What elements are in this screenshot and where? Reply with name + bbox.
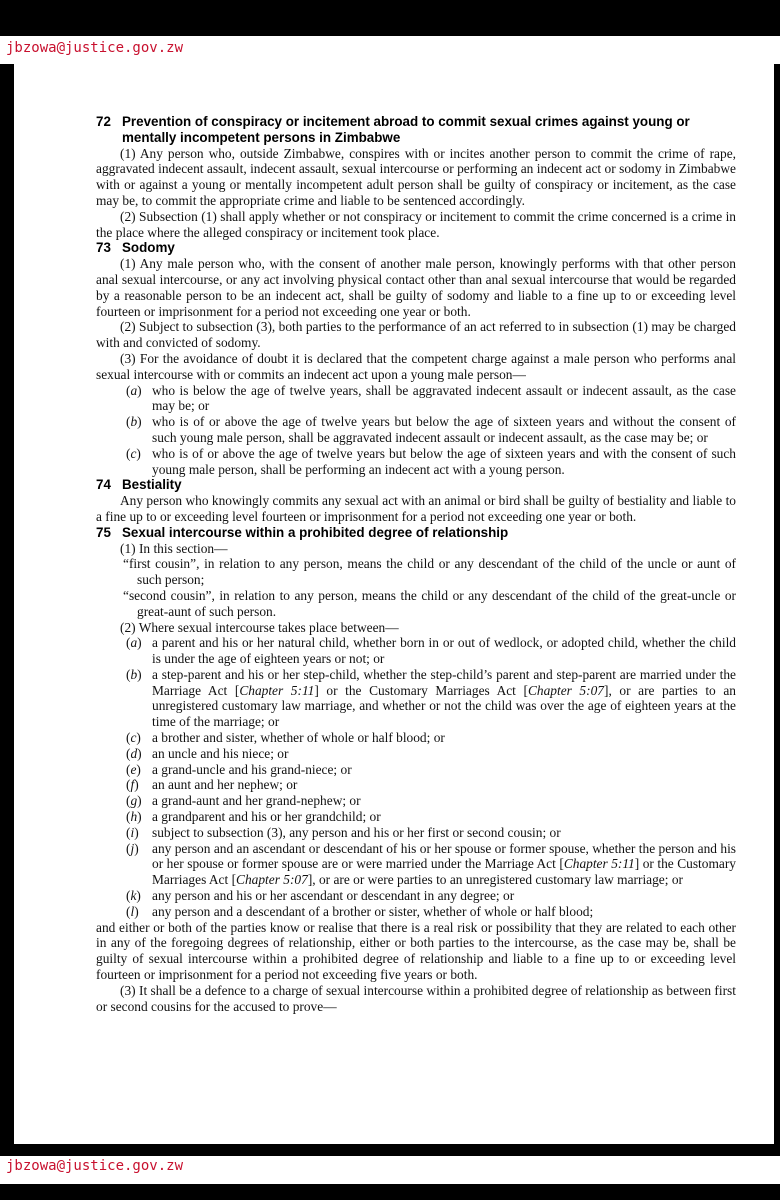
item-text: a grandparent and his or her grandchild; or xyxy=(152,809,381,825)
item-label: ( b ) xyxy=(126,667,152,730)
item-label: ( j ) xyxy=(126,841,152,888)
item-text: a step-parent and his or her step-child, whether the step-child’s parent and step-parent are married under the Marriage Act [Chapter 5:11] or the Customary Marriages Act [Chapter 5:07], or are parties to an unregistered customary law marriage, and whether or not the child was over the age of eighteen years at the time of the marriage; or xyxy=(152,666,736,730)
list-item xyxy=(96,730,736,746)
section-number: 72 xyxy=(96,114,111,129)
item-label: ( c ) xyxy=(126,730,152,746)
chapter-citation: Chapter 5:11 xyxy=(239,682,315,698)
item-label: ( e ) xyxy=(126,762,152,778)
chapter-citation: Chapter 5:07 xyxy=(236,872,308,888)
item-text: an uncle and his niece; or xyxy=(152,745,289,761)
item-label: ( k ) xyxy=(126,888,152,904)
item-label: ( g ) xyxy=(126,793,152,809)
item-text: any person and his or her ascendant or descendant in any degree; or xyxy=(152,888,515,904)
item-label: ( c ) xyxy=(126,446,152,478)
paragraph: (2) Subject to subsection (3), both parties to the performance of an act referred to in subsection (1) may be charged with and convicted of sodomy. xyxy=(96,319,736,351)
list-item xyxy=(96,904,736,920)
list-item xyxy=(96,383,736,415)
list-item xyxy=(96,667,736,730)
chapter-citation: Chapter 5:11 xyxy=(563,856,635,872)
item-text: a parent and his or her natural child, whether born in or out of wedlock, or adopted child, whether the child is under the age of eighteen years or not; or xyxy=(152,635,736,667)
document-page xyxy=(14,64,774,1144)
list-item xyxy=(96,414,736,446)
section-75-heading xyxy=(96,525,736,541)
paragraph: Any person who knowingly commits any sexual act with an animal or bird shall be guilty of bestiality and liable to a fine up to or exceeding level fourteen or imprisonment for a period not exceeding one year or both. xyxy=(96,493,736,524)
item-text: subject to subsection (3), any person and his or her first or second cousin; or xyxy=(152,824,561,840)
list-item xyxy=(96,777,736,793)
item-label: ( d ) xyxy=(126,746,152,762)
paragraph: (3) It shall be a defence to a charge of sexual intercourse within a prohibited degree of relationship as between first or second cousins for the accused to prove— xyxy=(96,982,736,1014)
paragraph: (1) In this section— xyxy=(120,540,228,556)
definition: “first cousin”, in relation to any person, means the child or any descendant of the child of the uncle or aunt of such person; xyxy=(123,556,736,588)
list-item xyxy=(96,635,736,667)
document-content xyxy=(96,114,736,1014)
paragraph: (1) Any male person who, with the consent of another male person, knowingly performs with that other person anal sexual intercourse, or any act involving physical contact other than anal sexual intercourse that would be regarded by a reasonable person to be an indecent act, shall be guilty of sodomy and liable to a fine up to or exceeding level fourteen or imprisonment for a period not exceeding one year or both. xyxy=(96,256,736,319)
section-number: 74 xyxy=(96,477,111,493)
item-text: a grand-aunt and her grand-nephew; or xyxy=(152,793,361,809)
email-header-bar xyxy=(0,36,780,64)
section-title: Bestiality xyxy=(122,477,182,493)
list-item xyxy=(96,809,736,825)
email-address[interactable]: jbzowa@justice.gov.zw xyxy=(6,1158,184,1174)
section-number: 75 xyxy=(96,524,111,540)
section-title-cont: mentally incompetent persons in Zimbabwe xyxy=(122,129,401,145)
item-label: ( i ) xyxy=(126,825,152,841)
section-74-heading xyxy=(96,477,736,493)
item-label: ( b ) xyxy=(126,414,152,446)
list-item xyxy=(96,793,736,809)
item-text: who is below the age of twelve years, shall be aggravated indecent assault or indecent assault, as the case may be; or xyxy=(152,382,736,414)
paragraph: and either or both of the parties know or realise that there is a real risk or possibility that they are related to each other in any of the foregoing degrees of relationship, either or both parties to the intercourse, as the case may be, shall be guilty of sexual intercourse within a prohibited degree of relationship and liable to a fine up to or exceeding level fourteen or imprisonment for a period not exceeding five years or both. xyxy=(96,919,736,983)
section-number: 73 xyxy=(96,240,111,256)
definition: “second cousin”, in relation to any person, means the child or any descendant of the child of the great-uncle or great-aunt of such person. xyxy=(123,587,736,619)
item-text: who is of or above the age of twelve years but below the age of sixteen years and with the consent of such young male person, shall be performing an indecent act with a young person. xyxy=(152,445,736,477)
paragraph: (2) Subsection (1) shall apply whether or not conspiracy or incitement to commit the crime concerned is a crime in the place where the alleged conspiracy or incitement took place. xyxy=(96,208,736,240)
section-title: Prevention of conspiracy or incitement abroad to commit sexual crimes against young or xyxy=(122,114,690,129)
item-label: ( h ) xyxy=(126,809,152,825)
chapter-citation: Chapter 5:07 xyxy=(527,682,604,698)
email-footer-bar xyxy=(0,1156,780,1184)
item-label: ( a ) xyxy=(126,635,152,667)
list-item xyxy=(96,762,736,778)
section-title: Sodomy xyxy=(122,240,175,256)
paragraph: (1) Any person who, outside Zimbabwe, conspires with or incites another person to commit the crime of rape, aggravated indecent assault, indecent assault, sexual intercourse or performing an indecent act or sodomy in Zimbabwe with or against a young or mentally incompetent adult person shall be guilty of conspiracy or incitement, as the case may be, to commit the appropriate crime and liable to be sentenced accordingly. xyxy=(96,145,736,208)
item-label: ( l ) xyxy=(126,904,152,920)
item-label: ( a ) xyxy=(126,383,152,415)
item-text: a brother and sister, whether of whole or half blood; or xyxy=(152,730,445,746)
paragraph: (2) Where sexual intercourse takes place between— xyxy=(120,619,399,635)
section-72-heading xyxy=(96,114,736,146)
item-text: any person and an ascendant or descendant of his or her spouse or former spouse, whether the person and his or her spouse or former spouse are or were married under the Marriage Act [Chapter 5:11] or the Customary Marriages Act [Chapter 5:07], or are or were parties to an unregistered customary law marriage; or xyxy=(152,840,736,888)
item-text: any person and a descendant of a brother or sister, whether of whole or half blood; xyxy=(152,903,594,919)
item-text: who is of or above the age of twelve years but below the age of sixteen years and without the consent of such young male person, shall be aggravated indecent assault or indecent assault, as the case may be; or xyxy=(152,414,736,445)
list-item xyxy=(96,888,736,904)
list-item xyxy=(96,446,736,478)
item-text: an aunt and her nephew; or xyxy=(152,777,298,793)
item-text: a grand-uncle and his grand-niece; or xyxy=(152,761,352,777)
email-address[interactable]: jbzowa@justice.gov.zw xyxy=(6,40,184,56)
section-73-heading xyxy=(96,240,736,256)
item-label: ( f ) xyxy=(126,777,152,793)
paragraph: (3) For the avoidance of doubt it is declared that the competent charge against a male person who performs anal sexual intercourse with or commits an indecent act upon a young male person— xyxy=(96,350,736,382)
list-item xyxy=(96,841,736,888)
list-item xyxy=(96,825,736,841)
list-item xyxy=(96,746,736,762)
section-title: Sexual intercourse within a prohibited degree of relationship xyxy=(122,524,509,540)
